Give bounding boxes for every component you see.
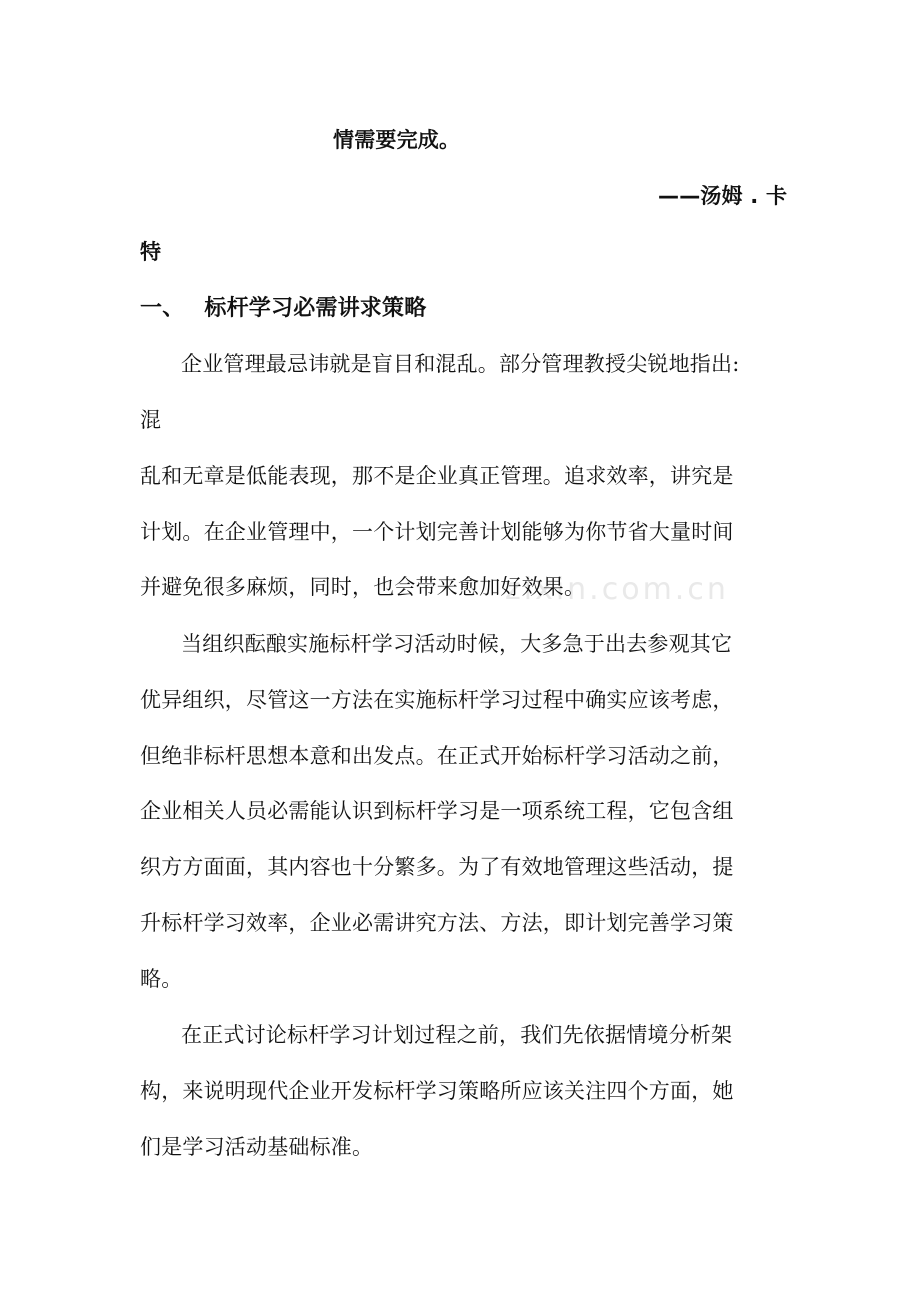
paragraph-line: 企业管理最忌讳就是盲目和混乱。部分管理教授尖锐地指出:	[181, 352, 740, 376]
paragraph-line: 但绝非标杆思想本意和出发点。在正式开始标杆学习活动之前，	[140, 744, 734, 768]
quote-author-continued: 特	[140, 240, 162, 264]
paragraph-line: 在正式讨论标杆学习计划过程之前，我们先依据情境分析架	[181, 1023, 733, 1047]
paragraph-line: 企业相关人员必需能认识到标杆学习是一项系统工程，它包含组	[140, 799, 734, 823]
paragraph-line: 略。	[140, 967, 183, 991]
quote-tail: 情需要完成。	[333, 128, 461, 152]
paragraph-line: 们是学习活动基础标准。	[140, 1135, 374, 1159]
paragraph-line: 计划。在企业管理中，一个计划完善计划能够为你节省大量时间	[140, 520, 734, 544]
paragraph-line: 混	[140, 408, 162, 432]
paragraph-line: 乱和无章是低能表现，那不是企业真正管理。追求效率，讲究是	[140, 464, 734, 488]
quote-author: ——汤姆 . 卡	[658, 184, 788, 208]
paragraph-line: 织方方面面，其内容也十分繁多。为了有效地管理这些活动，提	[140, 855, 734, 879]
paragraph-line: 构，来说明现代企业开发标杆学习策略所应该关注四个方面，她	[140, 1079, 734, 1103]
section-heading	[140, 295, 426, 323]
paragraph-line: 优异组织，尽管这一方法在实施标杆学习过程中确实应该考虑，	[140, 688, 734, 712]
paragraph-line: 升标杆学习效率，企业必需讲究方法、方法，即计划完善学习策	[140, 911, 734, 935]
paragraph-line: 并避免很多麻烦，同时，也会带来愈加好效果。	[140, 575, 586, 599]
paragraph-line: 当组织酝酿实施标杆学习活动时候，大多急于出去参观其它	[181, 632, 733, 656]
section-number: 一、	[140, 296, 185, 321]
watermark: zixin.com.cn	[505, 572, 729, 607]
section-title: 标杆学习必需讲求策略	[204, 296, 427, 321]
